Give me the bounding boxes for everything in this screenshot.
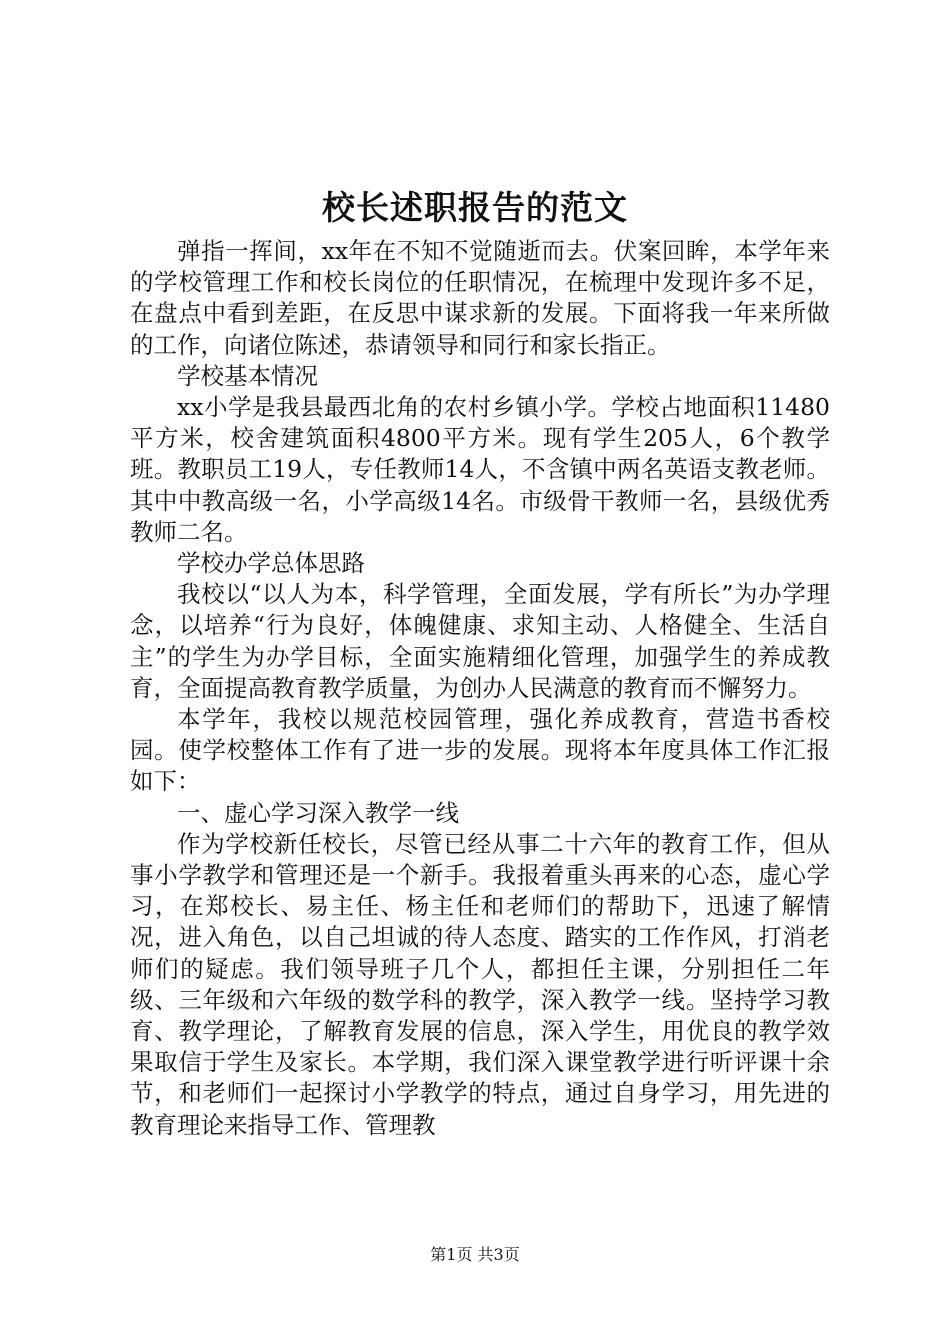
basic-info-paragraph: xx小学是我县最西北角的农村乡镇小学。学校占地面积11480平方米，校舍建筑面积4800平方米。现有学生205人，6个教学班。教职员工19人，专任教师14人，不含镇中两名英语支教老师。其中中教高级一名，小学高级14名。市级骨干教师一名，县级优秀教师二名。 (130, 393, 830, 546)
intro-paragraph: 弹指一挥间，xx年在不知不觉随逝而去。伏案回眸，本学年来的学校管理工作和校长岗位的任职情况，在梳理中发现许多不足，在盘点中看到差距，在反思中谋求新的发展。下面将我一年来所做的工作，向诸位陈述，恭请领导和同行和家长指正。 (130, 237, 830, 359)
document-body (130, 236, 830, 1141)
page-number-footer: 第1页 共3页 (430, 1245, 520, 1264)
section-heading-basic-info: 学校基本情况 (177, 361, 318, 390)
section-heading-learning: 一、虚心学习深入教学一线 (177, 798, 459, 827)
section-heading-school-philosophy: 学校办学总体思路 (177, 549, 365, 578)
page-title: 校长述职报告的范文 (322, 188, 628, 227)
philosophy-paragraph: 我校以“以人为本，科学管理，全面发展，学有所长”为办学理念，以培养“行为良好，体魄健康、求知主动、人格健全、生活自主”的学生为办学目标，全面实施精细化管理，加强学生的养成教育，全面提高教育教学质量，为创办人民满意的教育而不懈努力。 (130, 580, 830, 702)
learning-paragraph: 作为学校新任校长，尽管已经从事二十六年的教育工作，但从事小学教学和管理还是一个新手。我报着重头再来的心态，虚心学习，在郑校长、易主任、杨主任和老师们的帮助下，迅速了解情况，进入角色，以自己坦诚的待人态度、踏实的工作作风，打消老师们的疑虑。我们领导班子几个人，都担任主课，分别担任二年级、三年级和六年级的数学科的教学，深入教学一线。坚持学习教育、教学理论，了解教育发展的信息，深入学生，用优良的教学效果取信于学生及家长。本学期，我们深入课堂教学进行听评课十余节，和老师们一起探讨小学教学的特点，通过自身学习，用先进的教育理论来指导工作、管理教 (130, 829, 830, 1139)
summary-paragraph: 本学年，我校以规范校园管理，强化养成教育，营造书香校园。使学校整体工作有了进一步的发展。现将本年度具体工作汇报如下： (130, 705, 830, 796)
